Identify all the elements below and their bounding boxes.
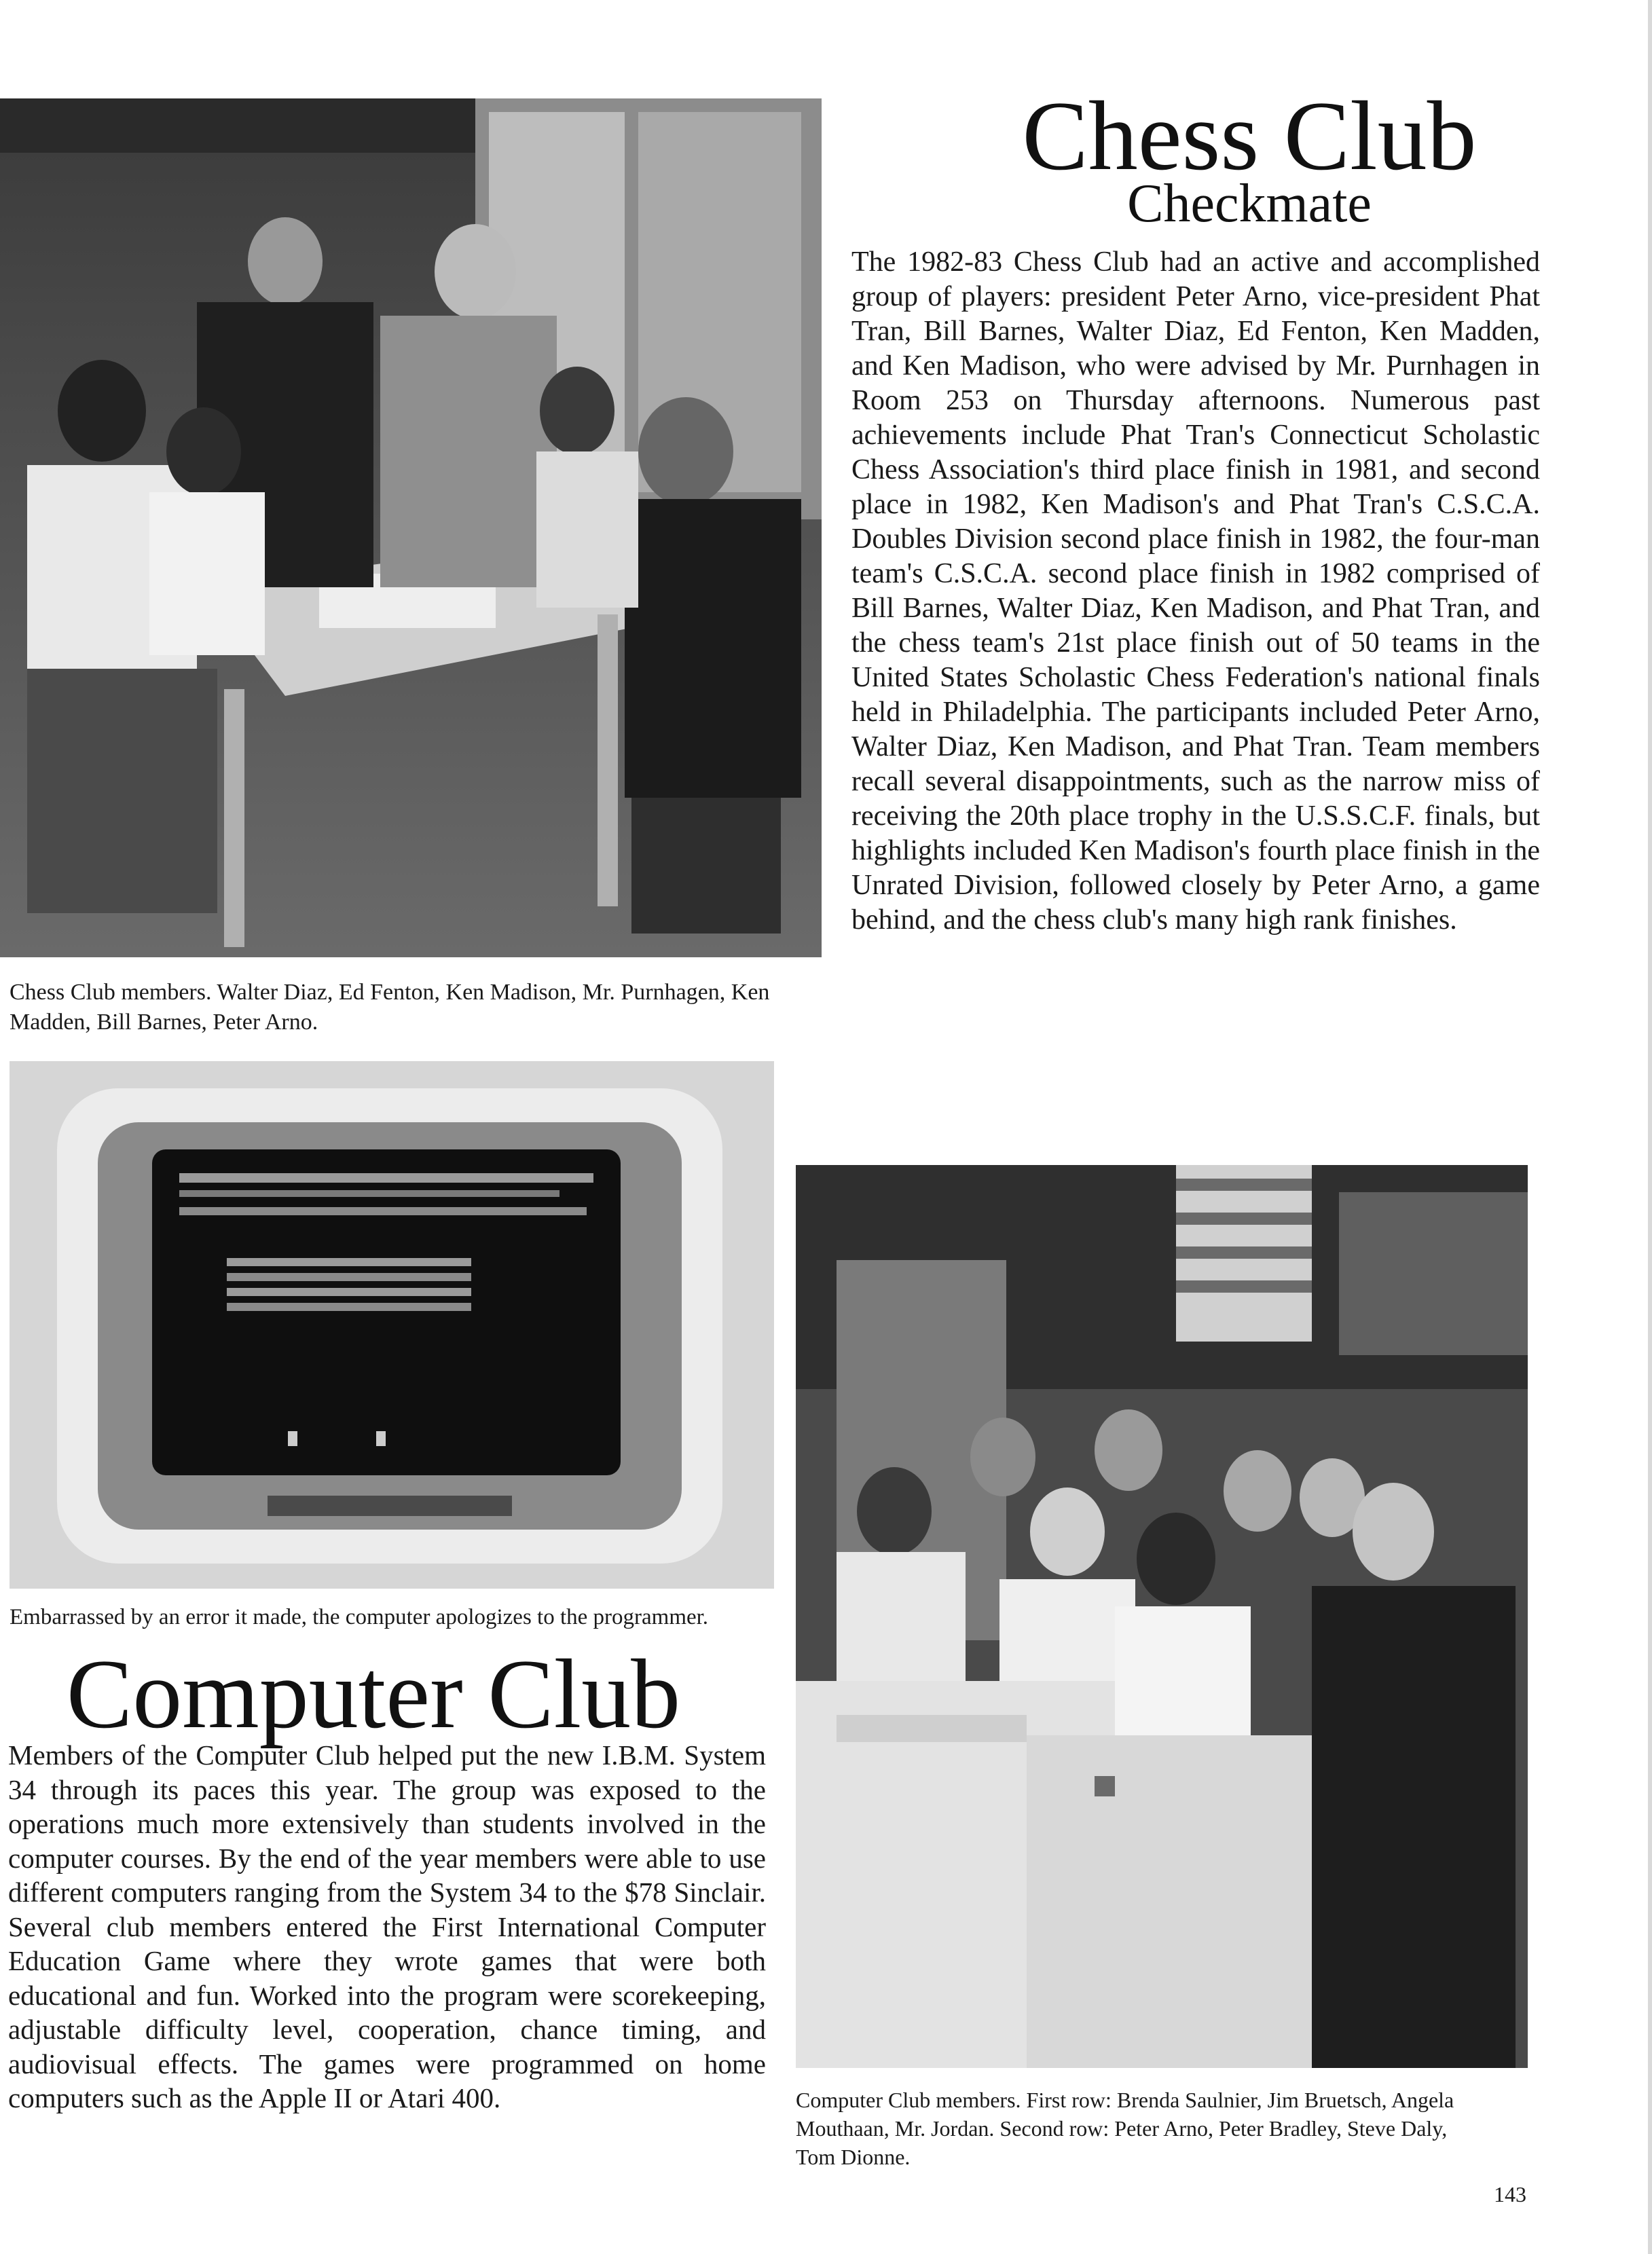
chess-club-photo <box>0 98 822 957</box>
computer-terminal-photo <box>10 1061 774 1589</box>
computer-club-group-photo <box>796 1165 1528 2068</box>
computer-club-article: Members of the Computer Club helped put the new I.B.M. System 34 through its paces this year. The group was exposed to the operations much more extensively than students involved in the computer courses. By the end of the year members were able to use different computers ranging from the System 34 to the $78 Sinclair. Several club members entered the First International Computer Education Game where they wrote games that were both educational and fun. Worked into the program were scorekeeping, adjustable difficulty level, cooperation, chance timing, and audiovisual effects. The games were programmed on home computers such as the Apple II or Atari 400. <box>8 1739 766 2113</box>
computer-club-title: Computer Club <box>66 1639 681 1749</box>
page-number: 143 <box>1494 2182 1526 2206</box>
chess-photo-caption: Chess Club members. Walter Diaz, Ed Fenton, Ken Madison, Mr. Purnhagen, Ken Madden, Bill Barnes, Peter Arno. <box>10 980 770 1035</box>
chess-club-article: The 1982-83 Chess Club had an active and accomplished group of players: president Peter Arno, vice-president Phat Tran, Bill Barnes, Walter Diaz, Ed Fenton, Ken Madden, and Ken Madison, who were advised by Mr. Purnhagen in Room 253 on Thursday afternoons. Numerous past achievements include Phat Tran's Connecticut Scholastic Chess Association's third place finish in 1981, and second place in 1982, Ken Madison's and Phat Tran's C.S.C.A. Doubles Division second place finish in 1982, the four-man team's C.S.C.A. second place finish in 1982 comprised of Bill Barnes, Walter Diaz, Ken Madison, and Phat Tran, and the chess team's 21st place finish out of 50 teams in the United States Scholastic Chess Federation's national finals held in Philadelphia. The participants included Peter Arno, Walter Diaz, Ken Madison, and Phat Tran. Team members recall several disappointments, such as the narrow miss of receiving the 20th place trophy in the U.S.S.C.F. finals, but highlights included Ken Madison's fourth place finish in the Unrated Division, followed closely by Peter Arno, a game behind, and the chess club's many high rank finishes. <box>851 246 1540 936</box>
computer-photo-caption: Embarrassed by an error it made, the computer apologizes to the programmer. <box>10 1605 709 1629</box>
chess-club-subtitle: Checkmate <box>1127 174 1372 234</box>
page-edge <box>1648 0 1652 2254</box>
computer-group-caption: Computer Club members. First row: Brenda Saulnier, Jim Bruetsch, Angela Mouthaan, Mr. Jordan. Second row: Peter Arno, Peter Bradley, Steve Daly, Tom Dionne. <box>796 2088 1454 2169</box>
chess-club-title: Chess Club <box>1022 81 1477 191</box>
